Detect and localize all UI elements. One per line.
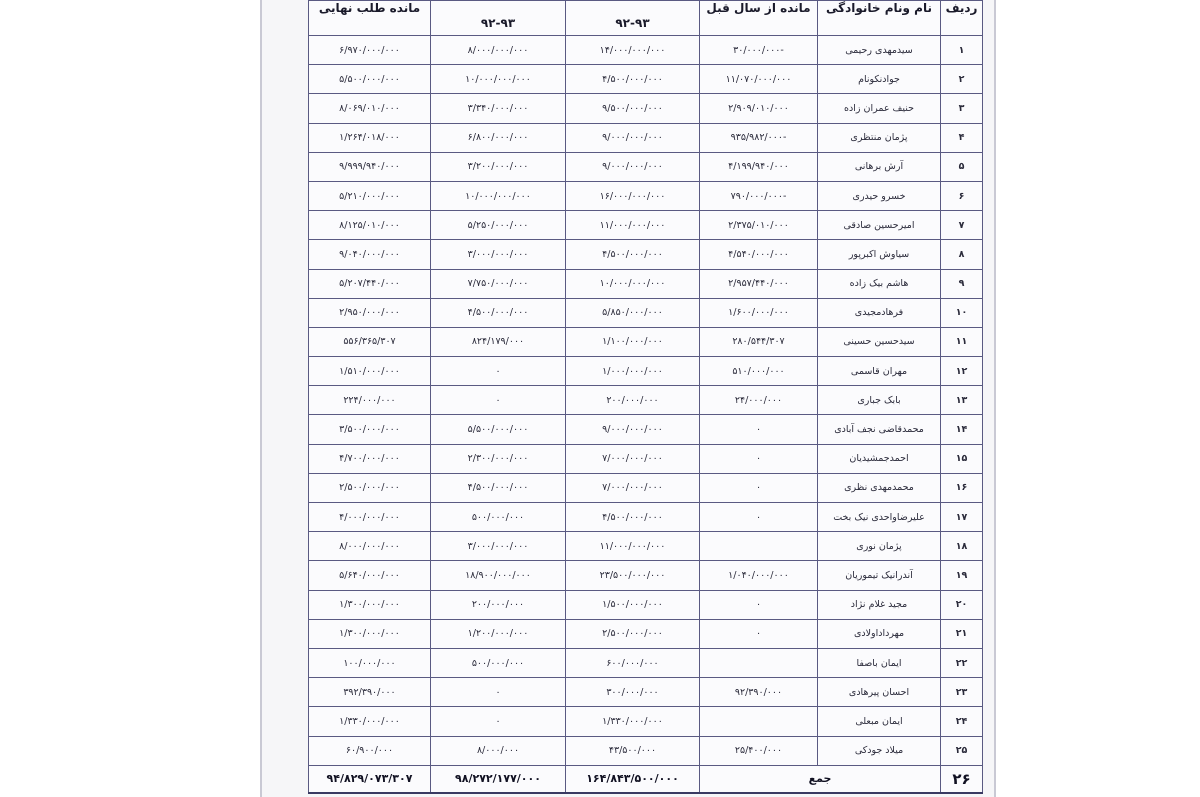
- header-prev-balance: مانده از سال قبل: [700, 1, 818, 36]
- row-prev-balance: ۲/۹۵۷/۴۴۰/۰۰۰: [700, 269, 818, 298]
- row-index: ۱۳: [941, 386, 983, 415]
- row-received: ۱۱/۰۰۰/۰۰۰/۰۰۰: [566, 532, 700, 561]
- table-row: [309, 386, 983, 415]
- row-received: ۲۳/۵۰۰/۰۰۰/۰۰۰: [566, 561, 700, 590]
- row-received: ۷/۰۰۰/۰۰۰/۰۰۰: [566, 473, 700, 502]
- header-received: [566, 1, 700, 36]
- row-prev-balance: ۴/۱۹۹/۹۴۰/۰۰۰: [700, 152, 818, 181]
- row-prev-balance: [700, 707, 818, 736]
- row-received: ۱/۳۳۰/۰۰۰/۰۰۰: [566, 707, 700, 736]
- row-received: ۱۴/۰۰۰/۰۰۰/۰۰۰: [566, 36, 700, 65]
- row-final-balance: ۴/۷۰۰/۰۰۰/۰۰۰: [309, 444, 431, 473]
- row-name: محمدقاضی نجف آبادی: [818, 415, 941, 444]
- row-received: ۲/۵۰۰/۰۰۰/۰۰۰: [566, 619, 700, 648]
- row-paid: ۲۰۰/۰۰۰/۰۰۰: [431, 590, 566, 619]
- row-paid: ۱۰/۰۰۰/۰۰۰/۰۰۰: [431, 65, 566, 94]
- table-row: [309, 532, 983, 561]
- header-paid: [431, 1, 566, 36]
- row-index: ۱۶: [941, 473, 983, 502]
- row-index: ۲۳: [941, 678, 983, 707]
- row-prev-balance: ۲۵/۴۰۰/۰۰۰: [700, 736, 818, 765]
- table-row: [309, 152, 983, 181]
- row-paid: ۵۰۰/۰۰۰/۰۰۰: [431, 648, 566, 677]
- row-final-balance: ۱۰۰/۰۰۰/۰۰۰: [309, 648, 431, 677]
- row-final-balance: ۲۲۴/۰۰۰/۰۰۰: [309, 386, 431, 415]
- row-paid: ۱۰/۰۰۰/۰۰۰/۰۰۰: [431, 181, 566, 210]
- row-received: ۹/۰۰۰/۰۰۰/۰۰۰: [566, 123, 700, 152]
- total-paid: ۹۸/۲۷۲/۱۷۷/۰۰۰: [431, 765, 566, 793]
- row-prev-balance: ۲۸۰/۵۴۴/۳۰۷: [700, 327, 818, 356]
- row-name: پژمان منتظری: [818, 123, 941, 152]
- row-final-balance: ۶/۹۷۰/۰۰۰/۰۰۰: [309, 36, 431, 65]
- row-received: ۳۰۰/۰۰۰/۰۰۰: [566, 678, 700, 707]
- row-name: پژمان نوری: [818, 532, 941, 561]
- row-prev-balance: -۷۹۰/۰۰۰/۰۰۰: [700, 181, 818, 210]
- row-final-balance: ۸/۰۰۰/۰۰۰/۰۰۰: [309, 532, 431, 561]
- row-paid: ۰: [431, 386, 566, 415]
- row-prev-balance: ۰: [700, 590, 818, 619]
- row-paid: ۵/۲۵۰/۰۰۰/۰۰۰: [431, 211, 566, 240]
- table-row: [309, 181, 983, 210]
- header-name: نام ونام خانوادگی: [818, 1, 941, 36]
- header-final-balance: مانده طلب نهایی: [309, 1, 431, 36]
- table-row: [309, 357, 983, 386]
- row-name: حنیف عمران زاده: [818, 94, 941, 123]
- table-row: [309, 561, 983, 590]
- row-index: ۷: [941, 211, 983, 240]
- row-name: ایمان مبعلی: [818, 707, 941, 736]
- row-paid: ۴/۵۰۰/۰۰۰/۰۰۰: [431, 473, 566, 502]
- row-paid: ۵/۵۰۰/۰۰۰/۰۰۰: [431, 415, 566, 444]
- row-prev-balance: -۹۳۵/۹۸۲/۰۰۰: [700, 123, 818, 152]
- row-name: ایمان باصفا: [818, 648, 941, 677]
- row-final-balance: ۶۰/۹۰۰/۰۰۰: [309, 736, 431, 765]
- row-name: احسان پیرهادی: [818, 678, 941, 707]
- row-final-balance: ۴/۰۰۰/۰۰۰/۰۰۰: [309, 503, 431, 532]
- table-row: [309, 590, 983, 619]
- row-index: ۲۴: [941, 707, 983, 736]
- table-row: [309, 211, 983, 240]
- row-name: آرش برهانی: [818, 152, 941, 181]
- row-received: ۱۰/۰۰۰/۰۰۰/۰۰۰: [566, 269, 700, 298]
- row-received: ۷/۰۰۰/۰۰۰/۰۰۰: [566, 444, 700, 473]
- row-received: ۴/۵۰۰/۰۰۰/۰۰۰: [566, 240, 700, 269]
- row-received: ۱۶/۰۰۰/۰۰۰/۰۰۰: [566, 181, 700, 210]
- total-index: ۲۶: [941, 765, 983, 793]
- header-index: ردیف: [941, 1, 983, 36]
- row-prev-balance: ۱/۰۴۰/۰۰۰/۰۰۰: [700, 561, 818, 590]
- row-prev-balance: ۰: [700, 503, 818, 532]
- row-index: ۹: [941, 269, 983, 298]
- table-row: [309, 473, 983, 502]
- row-prev-balance: ۲/۳۷۵/۰۱۰/۰۰۰: [700, 211, 818, 240]
- row-name: میلاد جودکی: [818, 736, 941, 765]
- row-received: ۹/۰۰۰/۰۰۰/۰۰۰: [566, 415, 700, 444]
- row-index: ۱۰: [941, 298, 983, 327]
- total-final: ۹۴/۸۲۹/۰۷۳/۳۰۷: [309, 765, 431, 793]
- row-prev-balance: ۹۲/۳۹۰/۰۰۰: [700, 678, 818, 707]
- row-index: ۲۵: [941, 736, 983, 765]
- row-index: ۱۸: [941, 532, 983, 561]
- row-paid: ۰: [431, 678, 566, 707]
- table-row: [309, 327, 983, 356]
- row-prev-balance: [700, 648, 818, 677]
- row-index: ۲: [941, 65, 983, 94]
- row-index: ۲۲: [941, 648, 983, 677]
- table-row: [309, 123, 983, 152]
- row-index: ۱: [941, 36, 983, 65]
- total-label: جمع: [700, 765, 941, 793]
- row-received: ۴/۵۰۰/۰۰۰/۰۰۰: [566, 65, 700, 94]
- row-index: ۲۰: [941, 590, 983, 619]
- row-final-balance: ۹/۰۴۰/۰۰۰/۰۰۰: [309, 240, 431, 269]
- table-row: [309, 678, 983, 707]
- table-row: [309, 269, 983, 298]
- row-final-balance: ۵/۲۱۰/۰۰۰/۰۰۰: [309, 181, 431, 210]
- row-received: ۴/۵۰۰/۰۰۰/۰۰۰: [566, 503, 700, 532]
- row-paid: ۳/۰۰۰/۰۰۰/۰۰۰: [431, 240, 566, 269]
- row-name: فرهادمجیدی: [818, 298, 941, 327]
- row-paid: ۳/۲۰۰/۰۰۰/۰۰۰: [431, 152, 566, 181]
- row-paid: ۴/۵۰۰/۰۰۰/۰۰۰: [431, 298, 566, 327]
- row-name: هاشم بیک زاده: [818, 269, 941, 298]
- total-received: ۱۶۴/۸۴۳/۵۰۰/۰۰۰: [566, 765, 700, 793]
- row-name: علیرضاواحدی نیک بخت: [818, 503, 941, 532]
- row-final-balance: ۱/۲۶۴/۰۱۸/۰۰۰: [309, 123, 431, 152]
- row-name: مهرداداولادی: [818, 619, 941, 648]
- row-index: ۸: [941, 240, 983, 269]
- row-final-balance: ۳/۵۰۰/۰۰۰/۰۰۰: [309, 415, 431, 444]
- row-paid: ۲/۳۰۰/۰۰۰/۰۰۰: [431, 444, 566, 473]
- row-index: ۱۲: [941, 357, 983, 386]
- table-row: [309, 707, 983, 736]
- row-received: ۴۳/۵۰۰/۰۰۰: [566, 736, 700, 765]
- row-final-balance: ۱/۳۰۰/۰۰۰/۰۰۰: [309, 619, 431, 648]
- row-final-balance: ۱/۵۱۰/۰۰۰/۰۰۰: [309, 357, 431, 386]
- table-row: [309, 36, 983, 65]
- row-index: ۱۵: [941, 444, 983, 473]
- row-paid: ۸/۰۰۰/۰۰۰: [431, 736, 566, 765]
- row-final-balance: ۲/۹۵۰/۰۰۰/۰۰۰: [309, 298, 431, 327]
- row-name: سیدحسین حسینی: [818, 327, 941, 356]
- row-index: ۱۴: [941, 415, 983, 444]
- row-index: ۵: [941, 152, 983, 181]
- row-prev-balance: ۲۴/۰۰۰/۰۰۰: [700, 386, 818, 415]
- row-prev-balance: ۰: [700, 415, 818, 444]
- row-name: جوادنکونام: [818, 65, 941, 94]
- table-row: [309, 240, 983, 269]
- row-name: مهران قاسمی: [818, 357, 941, 386]
- table-row: [309, 736, 983, 765]
- row-name: احمدجمشیدیان: [818, 444, 941, 473]
- row-prev-balance: -۳۰/۰۰۰/۰۰۰: [700, 36, 818, 65]
- row-paid: ۷/۷۵۰/۰۰۰/۰۰۰: [431, 269, 566, 298]
- row-received: ۶۰۰/۰۰۰/۰۰۰: [566, 648, 700, 677]
- row-paid: ۱۸/۹۰۰/۰۰۰/۰۰۰: [431, 561, 566, 590]
- row-received: ۱/۵۰۰/۰۰۰/۰۰۰: [566, 590, 700, 619]
- row-name: بابک جباری: [818, 386, 941, 415]
- row-index: ۶: [941, 181, 983, 210]
- table-row: [309, 444, 983, 473]
- row-prev-balance: ۰: [700, 619, 818, 648]
- row-final-balance: ۱/۳۰۰/۰۰۰/۰۰۰: [309, 590, 431, 619]
- row-received: ۲۰۰/۰۰۰/۰۰۰: [566, 386, 700, 415]
- balance-table: [308, 0, 983, 794]
- table-row: [309, 503, 983, 532]
- row-received: ۹/۰۰۰/۰۰۰/۰۰۰: [566, 152, 700, 181]
- row-final-balance: ۲/۵۰۰/۰۰۰/۰۰۰: [309, 473, 431, 502]
- row-final-balance: ۸/۱۲۵/۰۱۰/۰۰۰: [309, 211, 431, 240]
- row-prev-balance: ۴/۵۴۰/۰۰۰/۰۰۰: [700, 240, 818, 269]
- row-index: ۱۱: [941, 327, 983, 356]
- row-paid: ۵۰۰/۰۰۰/۰۰۰: [431, 503, 566, 532]
- table-row: [309, 619, 983, 648]
- row-final-balance: ۵/۶۴۰/۰۰۰/۰۰۰: [309, 561, 431, 590]
- row-name: آندرانیک تیموریان: [818, 561, 941, 590]
- row-paid: ۱/۲۰۰/۰۰۰/۰۰۰: [431, 619, 566, 648]
- row-paid: ۸/۰۰۰/۰۰۰/۰۰۰: [431, 36, 566, 65]
- row-final-balance: ۵/۲۰۷/۴۴۰/۰۰۰: [309, 269, 431, 298]
- row-final-balance: ۳۹۲/۳۹۰/۰۰۰: [309, 678, 431, 707]
- row-final-balance: ۹/۹۹۹/۹۴۰/۰۰۰: [309, 152, 431, 181]
- row-prev-balance: ۱/۶۰۰/۰۰۰/۰۰۰: [700, 298, 818, 327]
- row-paid: ۳/۳۴۰/۰۰۰/۰۰۰: [431, 94, 566, 123]
- table-row: [309, 298, 983, 327]
- table-header-row: [309, 1, 983, 36]
- table-row: [309, 648, 983, 677]
- row-prev-balance: [700, 532, 818, 561]
- table-row: [309, 94, 983, 123]
- row-paid: ۰: [431, 357, 566, 386]
- row-final-balance: ۱/۳۳۰/۰۰۰/۰۰۰: [309, 707, 431, 736]
- row-prev-balance: ۲/۹۰۹/۰۱۰/۰۰۰: [700, 94, 818, 123]
- row-final-balance: ۵/۵۰۰/۰۰۰/۰۰۰: [309, 65, 431, 94]
- header-paid-period: ۹۲-۹۳: [480, 16, 516, 30]
- row-received: ۱/۰۰۰/۰۰۰/۰۰۰: [566, 357, 700, 386]
- row-prev-balance: ۰: [700, 444, 818, 473]
- table-row: [309, 415, 983, 444]
- row-paid: ۶/۸۰۰/۰۰۰/۰۰۰: [431, 123, 566, 152]
- row-index: ۳: [941, 94, 983, 123]
- row-name: محمدمهدی نظری: [818, 473, 941, 502]
- row-final-balance: ۵۵۶/۳۶۵/۳۰۷: [309, 327, 431, 356]
- row-index: ۴: [941, 123, 983, 152]
- row-prev-balance: ۵۱۰/۰۰۰/۰۰۰: [700, 357, 818, 386]
- row-paid: ۳/۰۰۰/۰۰۰/۰۰۰: [431, 532, 566, 561]
- row-prev-balance: ۰: [700, 473, 818, 502]
- row-received: ۵/۸۵۰/۰۰۰/۰۰۰: [566, 298, 700, 327]
- row-name: سیاوش اکبرپور: [818, 240, 941, 269]
- row-paid: ۸۲۴/۱۷۹/۰۰۰: [431, 327, 566, 356]
- row-paid: ۰: [431, 707, 566, 736]
- row-name: خسرو حیدری: [818, 181, 941, 210]
- row-index: ۲۱: [941, 619, 983, 648]
- row-name: امیرحسین صادقی: [818, 211, 941, 240]
- row-received: ۹/۵۰۰/۰۰۰/۰۰۰: [566, 94, 700, 123]
- row-received: ۱۱/۰۰۰/۰۰۰/۰۰۰: [566, 211, 700, 240]
- header-received-period: ۹۲-۹۳: [615, 16, 650, 30]
- row-index: ۱۹: [941, 561, 983, 590]
- row-received: ۱/۱۰۰/۰۰۰/۰۰۰: [566, 327, 700, 356]
- row-index: ۱۷: [941, 503, 983, 532]
- row-name: مجید غلام نژاد: [818, 590, 941, 619]
- total-row: [309, 765, 983, 793]
- row-prev-balance: ۱۱/۰۷۰/۰۰۰/۰۰۰: [700, 65, 818, 94]
- row-name: سیدمهدی رحیمی: [818, 36, 941, 65]
- row-final-balance: ۸/۰۶۹/۰۱۰/۰۰۰: [309, 94, 431, 123]
- table-row: [309, 65, 983, 94]
